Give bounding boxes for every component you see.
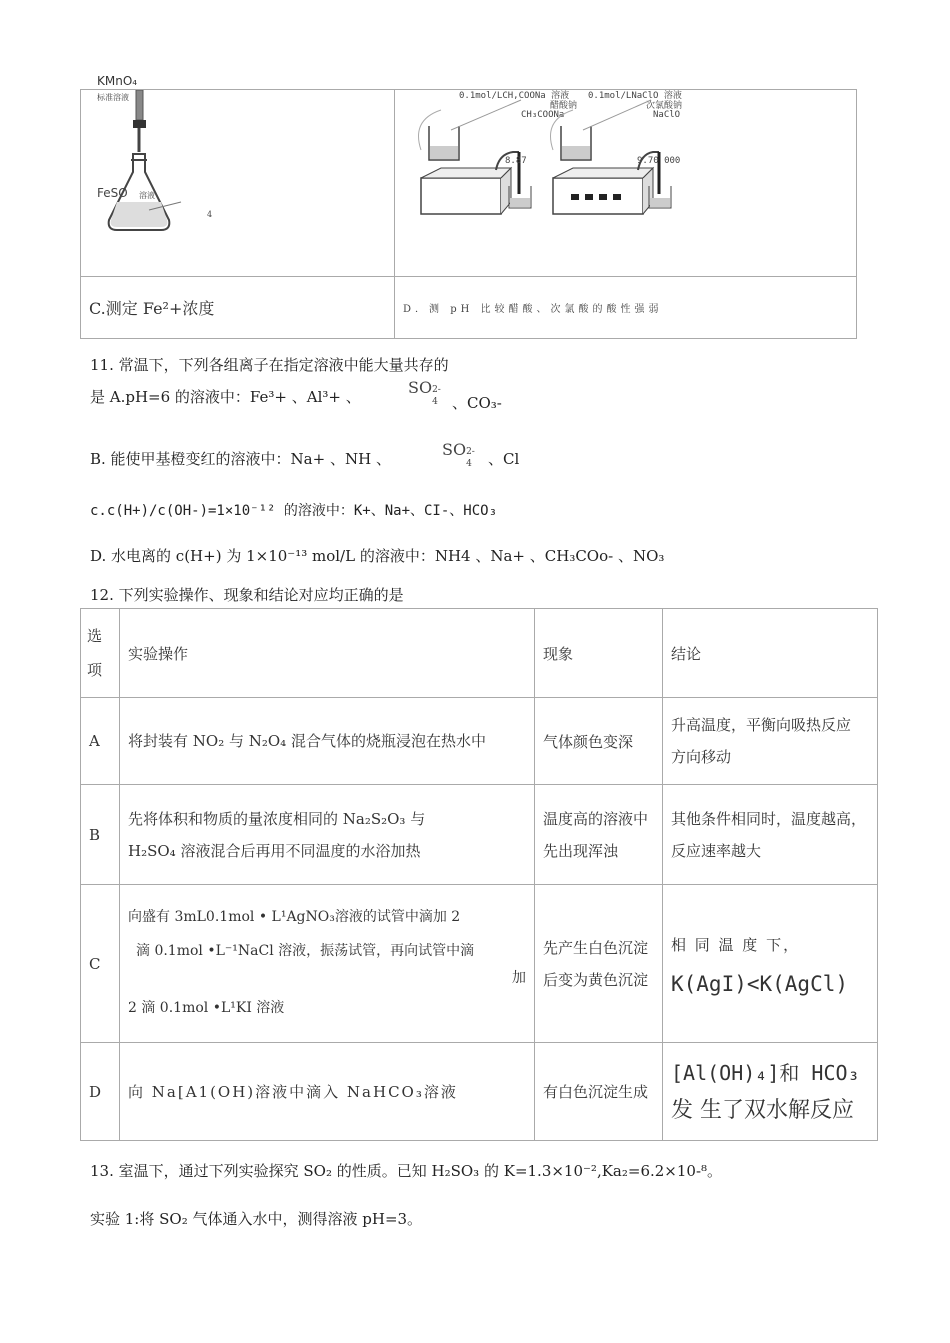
row-b-phenomenon: 温度高的溶液中先出现浑浊: [535, 785, 663, 885]
q11-optA-text: 是 A.pH=6 的溶液中：Fe³+ 、Al³+ 、: [90, 388, 361, 406]
q11-optB-text: B. 能使甲基橙变红的溶液中：Na+ 、NH 、: [90, 450, 391, 468]
row-a-phenomenon: 气体颜色变深: [535, 698, 663, 785]
row-c-conclusion-line1: 相 同 温 度 下，: [671, 935, 801, 954]
q13-stem: 13. 室温下，通过下列实验探究 SO₂ 的性质。已知 H₂SO₃ 的 K=1.3×10⁻²,Ka₂=6.2×10-⁸。: [90, 1162, 723, 1180]
solution2-formula: NaClO: [653, 110, 681, 120]
row-b-operation-line1: 先将体积和物质的量浓度相同的 Na₂S₂O₃ 与: [128, 809, 426, 828]
header-option: [81, 609, 120, 698]
row-c-operation-line4: 2 滴 0.1mol •L¹KI 溶液: [128, 999, 285, 1016]
solution2-label: 0.1mol/LNaClO 溶液: [588, 91, 682, 101]
row-a-conclusion: 升高温度，平衡向吸热反应 方向移动: [663, 698, 878, 785]
solution1-name: 醋酸钠: [550, 101, 578, 111]
q12-stem: 12. 下列实验操作、现象和结论对应均正确的是: [90, 586, 404, 604]
table-row: [81, 785, 878, 885]
row-c-phenomenon: 先产生白色沉淀后变为黄色沉淀: [535, 885, 663, 1043]
row-c-operation-line2: 滴 0.1mol •L⁻¹NaCl 溶液，振荡试管，再向试管中滴: [136, 942, 475, 959]
row-b-operation: [120, 785, 535, 885]
q11-optC-text: c.c(H+)/c(OH-)=1×10⁻¹² 的溶液中：K+、Na+、CI-、HCO₃: [90, 503, 498, 519]
header-operation: 实验操作: [120, 609, 535, 698]
solution1-label: 0.1mol/LCH,COONa 溶液: [459, 91, 570, 101]
table-header-row: [81, 609, 878, 698]
flask-sublabel: 溶液: [139, 191, 155, 200]
solution2-name: 次氯酸钠: [646, 101, 683, 111]
figure-divider-horizontal: [81, 276, 856, 277]
q11-optB-sulfate: [442, 440, 476, 469]
q11-stem-line1: 11. 常温下，下列各组离子在指定溶液中能大量共存的: [90, 356, 449, 374]
q11-optB-tail: 、Cl: [488, 450, 520, 468]
table-row: [81, 1043, 878, 1141]
sulfate-subscript: 4: [466, 459, 472, 469]
row-a-option: A: [81, 698, 120, 785]
row-b-operation-line2: H₂SO₄ 溶液混合后再用不同温度的水浴加热: [128, 841, 421, 860]
flask-label: FeSO: [97, 186, 128, 200]
titration-apparatus-icon: [91, 90, 251, 240]
row-a-operation: 将封装有 NO₂ 与 N₂O₄ 混合气体的烧瓶浸泡在热水中: [120, 698, 535, 785]
header-option-line2: 项: [87, 661, 103, 679]
row-d-operation: 向 Na[A1(OH)溶液中滴入 NaHCO₃溶液: [120, 1043, 535, 1141]
caption-d: D．测 pH 比较醋酸、次氯酸的酸性强弱: [403, 304, 663, 315]
row-b-option: B: [81, 785, 120, 885]
row-d-conclusion-line1: [Al(OH)₄]和 HCO₃: [671, 1060, 860, 1085]
row-c-conclusion: [663, 885, 878, 1043]
row-c-operation: [120, 885, 535, 1043]
sulfate-formula: SO: [408, 378, 433, 397]
q13-experiment1: 实验 1:将 SO₂ 气体通入水中，测得溶液 pH=3。: [90, 1210, 423, 1228]
meter1-reading: 8.87: [505, 156, 527, 166]
sulfate-subscript: 4: [432, 397, 438, 407]
meter2-reading: 9.70 000: [637, 156, 681, 166]
sulfate-charge: 2-: [432, 385, 441, 395]
flask-digit: 4: [207, 210, 213, 219]
row-b-conclusion: 其他条件相同时，温度越高，反应速率越大: [663, 785, 878, 885]
caption-c: C.测定 Fe²+浓度: [89, 299, 215, 318]
header-phenomenon: 现象: [535, 609, 663, 698]
row-c-option: C: [81, 885, 120, 1043]
figure-table: [80, 74, 857, 339]
row-d-phenomenon: 有白色沉淀生成: [535, 1043, 663, 1141]
q11-optA-line: [90, 386, 361, 407]
solution1-formula: CH₃COONa: [521, 110, 565, 120]
experiment-table: [80, 608, 878, 1141]
table-row: [81, 885, 878, 1043]
table-row: [81, 698, 878, 785]
row-c-operation-line1: 向盛有 3mL0.1mol • L¹AgNO₃溶液的试管中滴加 2: [128, 908, 461, 925]
q11-optD-text: D. 水电离的 c(H+) 为 1×10⁻¹³ mol/L 的溶液中：NH4 、Na+ 、CH₃COo- 、NO₃: [90, 547, 665, 565]
sulfate-formula: SO: [442, 440, 467, 459]
header-conclusion: 结论: [663, 609, 878, 698]
q11-optA-sulfate: [408, 378, 442, 407]
reagent-label: KMnO₄: [97, 74, 138, 88]
row-d-conclusion-line2: 发 生了双水解反应: [671, 1097, 854, 1123]
sulfate-charge: 2-: [466, 447, 475, 457]
row-c-conclusion-line2: K(AgI)<K(AgCl): [671, 971, 849, 996]
figure-divider-vertical: [394, 90, 395, 338]
header-option-line1: 选: [87, 627, 103, 645]
row-c-operation-line3: 加: [512, 969, 526, 986]
row-d-option: D: [81, 1043, 120, 1141]
q11-optA-tail: 、CO₃-: [452, 394, 502, 412]
row-d-conclusion: [663, 1043, 878, 1141]
reagent-sublabel: 标准溶液: [97, 93, 129, 102]
